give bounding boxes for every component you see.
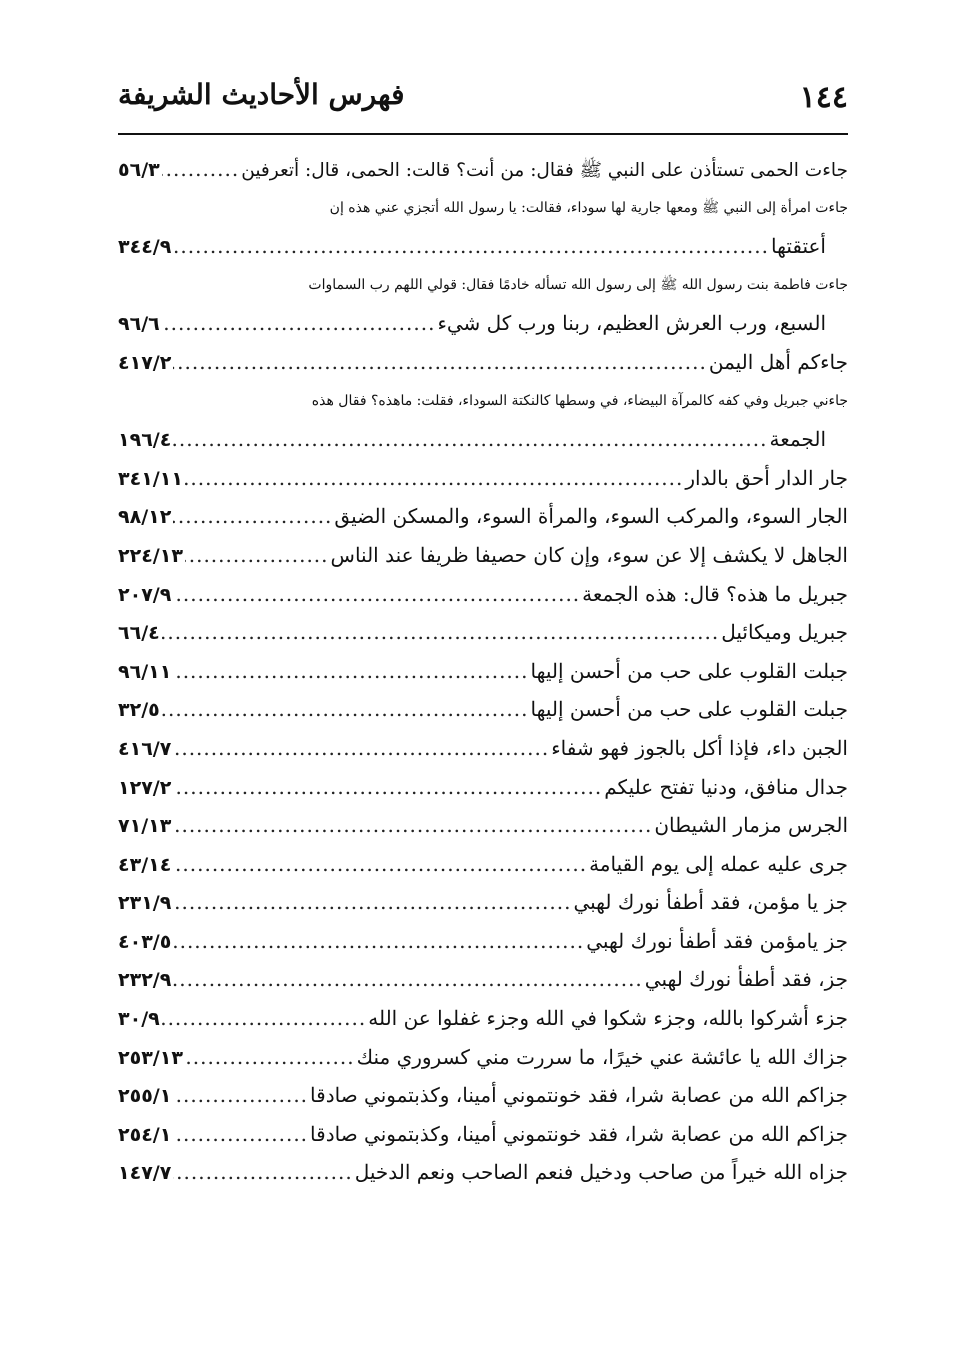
volume-page-reference: ٤٠٣/٥ <box>118 930 172 953</box>
hadith-text: جزاه الله خيراً من صاحب ودخيل فنعم الصاحب ونعم الدخيل <box>354 1160 848 1185</box>
hadith-index-list <box>118 150 848 1192</box>
index-entry <box>118 922 848 961</box>
entry-first-line <box>118 459 848 498</box>
entry-first-line <box>118 343 848 382</box>
dot-leader <box>162 304 436 343</box>
volume-page-reference: ٢٥٥/١ <box>118 1085 172 1108</box>
hadith-text: جزء أشركوا بالله، وجزء شكوا في الله وجزء غفلوا عن الله <box>368 1006 848 1031</box>
dot-leader <box>185 536 329 575</box>
entry-continuation-line <box>118 304 848 343</box>
volume-page-reference: ٤١٦/٧ <box>118 737 172 760</box>
hadith-text: جار الدار أحق بالدار <box>685 465 848 490</box>
entry-first-line <box>118 729 848 768</box>
entry-first-line <box>118 999 848 1038</box>
entry-first-line <box>118 1153 848 1192</box>
volume-page-reference: ١٢٧/٢ <box>118 776 172 799</box>
volume-page-reference: ٣٢/٥ <box>118 699 160 722</box>
hadith-text: الجمعة <box>769 427 826 452</box>
index-entry <box>118 1115 848 1154</box>
volume-page-reference: ٣٠/٩ <box>118 1008 160 1031</box>
index-entry <box>118 497 848 536</box>
hadith-text: الجار السوء، والمركب السوء، والمرأة السوء، والمسكن الضيق <box>334 504 848 529</box>
hadith-text: الجاهل لا يكشف إلا عن سوء، وإن كان حصيفا ظريفا عند الناس <box>330 542 848 567</box>
volume-page-reference: ٣٤١/١١ <box>118 467 183 490</box>
entry-first-line <box>118 1076 848 1115</box>
index-entry <box>118 1076 848 1115</box>
volume-page-reference: ٣٤٤/٩ <box>118 236 172 259</box>
hadith-text: جبلت القلوب على حب من أحسن إليها <box>530 658 848 683</box>
index-entry <box>118 806 848 845</box>
hadith-text: جاءني جبريل وفي كفه كالمرآة البيضاء، في وسطها كالنكتة السوداء، فقلت: ماهذه؟ فقال هذه <box>311 392 848 409</box>
entry-first-line <box>118 150 848 189</box>
volume-page-reference: ٢٣٢/٩ <box>118 969 172 992</box>
index-entry <box>118 883 848 922</box>
dot-leader <box>173 883 571 922</box>
volume-page-reference: ٦٦/٤ <box>118 622 160 645</box>
index-entry <box>118 459 848 498</box>
volume-page-reference: ٢٥٣/١٣ <box>118 1046 183 1069</box>
hadith-text: أعتقتها <box>771 234 826 259</box>
hadith-text: جز يا مؤمن، فقد أطفأ نورك لهبي <box>573 890 848 915</box>
entry-continuation-line <box>118 420 848 459</box>
hadith-text: جاءت امرأة إلى النبي ﷺ ومعها جارية لها سوداء، فقالت: يا رسول الله أتجزي عني هذه إن <box>329 199 848 216</box>
dot-leader <box>173 1115 308 1154</box>
volume-page-reference: ٢٥٤/١ <box>118 1123 172 1146</box>
hadith-text: جاءت فاطمة بنت رسول الله ﷺ إلى رسول الله تسأله خادمًا فقال: قولي اللهم رب السماوات <box>308 276 848 293</box>
hadith-text: جزاك الله يا عائشة عني خيرًا، ما سررت مني كسروري منك <box>356 1044 848 1069</box>
hadith-text: جزاكم الله من عصابة شرا، فقد خونتموني أمينا، وكذبتموني صادقا <box>310 1083 848 1108</box>
index-entry <box>118 343 848 382</box>
running-title: فهرس الأحاديث الشريفة <box>118 78 405 111</box>
entry-first-line <box>118 382 848 421</box>
volume-page-reference: ٢٣١/٩ <box>118 892 172 915</box>
index-entry <box>118 999 848 1038</box>
dot-leader <box>173 1153 352 1192</box>
dot-leader <box>185 459 683 498</box>
index-entry <box>118 575 848 614</box>
entry-first-line <box>118 922 848 961</box>
index-entry <box>118 652 848 691</box>
hadith-text: السبع، ورب العرش العظيم، ربنا ورب كل شيء <box>437 311 826 336</box>
volume-page-reference: ٤٣/١٤ <box>118 853 172 876</box>
dot-leader <box>173 652 528 691</box>
entry-first-line <box>118 652 848 691</box>
dot-leader <box>162 690 529 729</box>
dot-leader <box>173 768 602 807</box>
entry-first-line <box>118 690 848 729</box>
dot-leader <box>173 960 642 999</box>
entry-first-line <box>118 575 848 614</box>
entry-first-line <box>118 613 848 652</box>
dot-leader <box>173 729 549 768</box>
entry-first-line <box>118 883 848 922</box>
volume-page-reference: ٤١٧/٢ <box>118 351 172 374</box>
dot-leader <box>162 150 240 189</box>
entry-first-line <box>118 960 848 999</box>
hadith-text: جاءكم أهل اليمن <box>708 349 848 374</box>
dot-leader <box>173 922 584 961</box>
dot-leader <box>162 999 367 1038</box>
dot-leader <box>173 575 580 614</box>
page-number: ١٤٤ <box>799 80 848 115</box>
hadith-text: جبريل وميكائيل <box>721 620 848 645</box>
volume-page-reference: ٩٦/٦ <box>118 313 160 336</box>
hadith-text: جزاكم الله من عصابة شرا، فقد خونتموني أمينا، وكذبتموني صادقا <box>310 1121 848 1146</box>
entry-first-line <box>118 1115 848 1154</box>
hadith-text: جاءت الحمى تستأذن على النبي ﷺ فقال: من أنت؟ قالت: الحمى، قال: أتعرفين <box>241 160 848 181</box>
entry-first-line <box>118 189 848 228</box>
dot-leader <box>185 1038 355 1077</box>
entry-first-line <box>118 536 848 575</box>
index-entry <box>118 960 848 999</box>
hadith-text: الجبن داء، فإذا أكل بالجوز فهو شفاء <box>551 735 848 760</box>
entry-first-line <box>118 768 848 807</box>
entry-first-line <box>118 806 848 845</box>
dot-leader <box>173 806 652 845</box>
volume-page-reference: ٢٠٧/٩ <box>118 583 172 606</box>
volume-page-reference: ٢٢٤/١٣ <box>118 544 183 567</box>
index-entry <box>118 189 848 266</box>
hadith-text: جز يامؤمن فقد أطفأ نورك لهبي <box>586 928 848 953</box>
entry-first-line <box>118 497 848 536</box>
index-entry <box>118 690 848 729</box>
index-entry <box>118 729 848 768</box>
index-entry <box>118 613 848 652</box>
hadith-text: الجرس مزمار الشيطان <box>654 813 848 838</box>
hadith-text: جبريل ما هذه؟ قال: هذه الجمعة <box>582 581 848 606</box>
hadith-text: جدال منافق، ودنيا تفتح عليكم <box>604 774 848 799</box>
index-entry <box>118 266 848 343</box>
index-entry <box>118 536 848 575</box>
index-entry <box>118 150 848 189</box>
entry-first-line <box>118 266 848 305</box>
entry-first-line <box>118 845 848 884</box>
volume-page-reference: ٥٦/٣ <box>118 159 160 181</box>
header-rule <box>118 133 848 135</box>
dot-leader <box>173 227 769 266</box>
dot-leader <box>173 1076 308 1115</box>
hadith-text: جبلت القلوب على حب من أحسن إليها <box>530 697 848 722</box>
volume-page-reference: ٧١/١٣ <box>118 815 172 838</box>
hadith-text: جرى عليه عمله إلى يوم القيامة <box>589 851 848 876</box>
page-header <box>118 72 848 122</box>
index-entry <box>118 845 848 884</box>
index-entry <box>118 1153 848 1192</box>
dot-leader <box>173 343 707 382</box>
index-entry <box>118 768 848 807</box>
dot-leader <box>162 613 719 652</box>
entry-first-line <box>118 1038 848 1077</box>
index-entry <box>118 382 848 459</box>
index-entry <box>118 1038 848 1077</box>
dot-leader <box>173 845 587 884</box>
volume-page-reference: ١٩٦/٤ <box>118 429 172 452</box>
volume-page-reference: ٩٨/١٢ <box>118 506 172 529</box>
volume-page-reference: ١٤٧/٧ <box>118 1162 172 1185</box>
dot-leader <box>173 497 332 536</box>
entry-continuation-line <box>118 227 848 266</box>
hadith-text: جز، فقد أطفأ نورك لهبي <box>644 967 848 992</box>
volume-page-reference: ٩٦/١١ <box>118 660 172 683</box>
dot-leader <box>173 420 767 459</box>
